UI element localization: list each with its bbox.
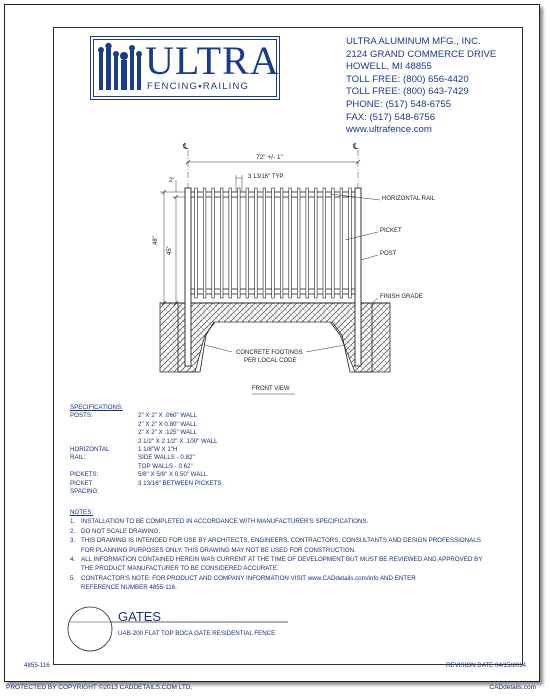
note-line: THE PRODUCT MANUFACTURER TO BE CONSIDERED ACCURATE. [81, 565, 279, 573]
label-horizontal-rail: HORIZONTAL RAIL [382, 196, 436, 202]
note-line: 4. ALL INFORMATION CONTAINED HEREIN WAS CURRENT AT THE TIME OF DEVELOPMENT BUT MUST BE REVIEWED AND APPROVED BY [70, 556, 483, 564]
label-front-view: FRONT VIEW [252, 386, 290, 392]
company-street: 2124 GRAND COMMERCE DRIVE [346, 48, 497, 60]
picket [349, 188, 352, 298]
specs-heading: SPECIFICATIONS: [70, 404, 123, 411]
copyright-notice: PROTECTED BY COPYRIGHT ©2013 CADDETAILS.COM LTD. [6, 684, 193, 691]
picket [315, 188, 318, 298]
picket [220, 188, 223, 298]
picket [246, 188, 249, 298]
note-line: REFERENCE NUMBER 4855-116. [81, 584, 177, 592]
centerline-left-mark: ℄ [183, 142, 189, 151]
company-phone: PHONE: (517) 548-6755 [346, 98, 452, 110]
picket [238, 188, 241, 298]
company-fax: FAX: (517) 548-6756 [346, 111, 436, 123]
left-post [185, 188, 191, 366]
picket [306, 188, 309, 298]
caddetails-link[interactable]: CADdetails.com [489, 684, 536, 691]
note-line: 3. THIS DRAWING IS INTENDED FOR USE BY ARCHITECTS, ENGINEERS, CONTRACTORS, CONSULTANTS AND DESIGN PROFESSIONALS [70, 537, 481, 545]
notes [70, 508, 510, 593]
picket [272, 188, 275, 298]
top-dim-2in: 2" [169, 178, 175, 184]
notes-heading: NOTES: [70, 509, 94, 516]
picket [289, 188, 292, 298]
company-tollfree-1: TOLL FREE: (800) 656-4420 [346, 73, 469, 85]
picket [255, 188, 258, 298]
pickets [195, 188, 352, 298]
note-line: 5. CONTRACTOR'S NOTE: FOR PRODUCT AND COMPANY INFORMATION VISIT www.CADdetails.com/info AND ENTER [70, 574, 416, 582]
picket [203, 188, 206, 298]
company-name: ULTRA ALUMINUM MFG., INC. [346, 36, 481, 47]
label-post: POST [380, 251, 397, 257]
overall-width-dim: 72" +/- 1" [256, 154, 283, 161]
centerline-right-mark: ℄ [353, 142, 359, 151]
title-subtitle: UAB-200 FLAT TOP BOCA GATE RESIDENTIAL FENCE [118, 630, 276, 637]
label-finish-grade: FINISH GRADE [380, 294, 423, 300]
picket [332, 188, 335, 298]
label-picket: PICKET [380, 228, 402, 234]
picket [229, 188, 232, 298]
picket-spacing-dim: 3 13/16" TYP. [248, 174, 285, 180]
note-line: 1. INSTALLATION TO BE COMPLETED IN ACCORDANCE WITH MANUFACTURER'S SPECIFICATIONS. [70, 518, 369, 526]
picket [280, 188, 283, 298]
picket [297, 188, 300, 298]
picket [340, 188, 343, 298]
company-city: HOWELL, MI 48855 [346, 61, 432, 73]
reference-number: 4855-116 [24, 662, 50, 669]
note-line: 2. DO NOT SCALE DRAWING. [70, 527, 161, 535]
logo-tagline: FENCING▪RAILING [147, 81, 250, 92]
revision-date: REVISION DATE 04/15/2014 [445, 662, 526, 669]
logo-wordmark: ULTRA [145, 38, 280, 83]
picket [263, 188, 266, 298]
picket [323, 188, 326, 298]
picket [195, 188, 198, 298]
title-gates: GATES [118, 609, 162, 624]
company-website[interactable]: www.ultrafence.com [346, 124, 432, 136]
height-48-dim: 48" [153, 236, 159, 245]
height-45-dim: 45" [167, 246, 173, 255]
company-tollfree-2: TOLL FREE: (800) 643-7429 [346, 86, 469, 98]
label-per-local-code: PER LOCAL CODE [244, 358, 297, 364]
note-line: FOR PLANNING PURPOSES ONLY. THIS DRAWING MAY NOT BE USED FOR CONSTRUCTION. [81, 546, 356, 554]
right-post [355, 188, 361, 366]
picket [212, 188, 215, 298]
label-concrete-footings: CONCRETE FOOTINGS [236, 350, 303, 356]
